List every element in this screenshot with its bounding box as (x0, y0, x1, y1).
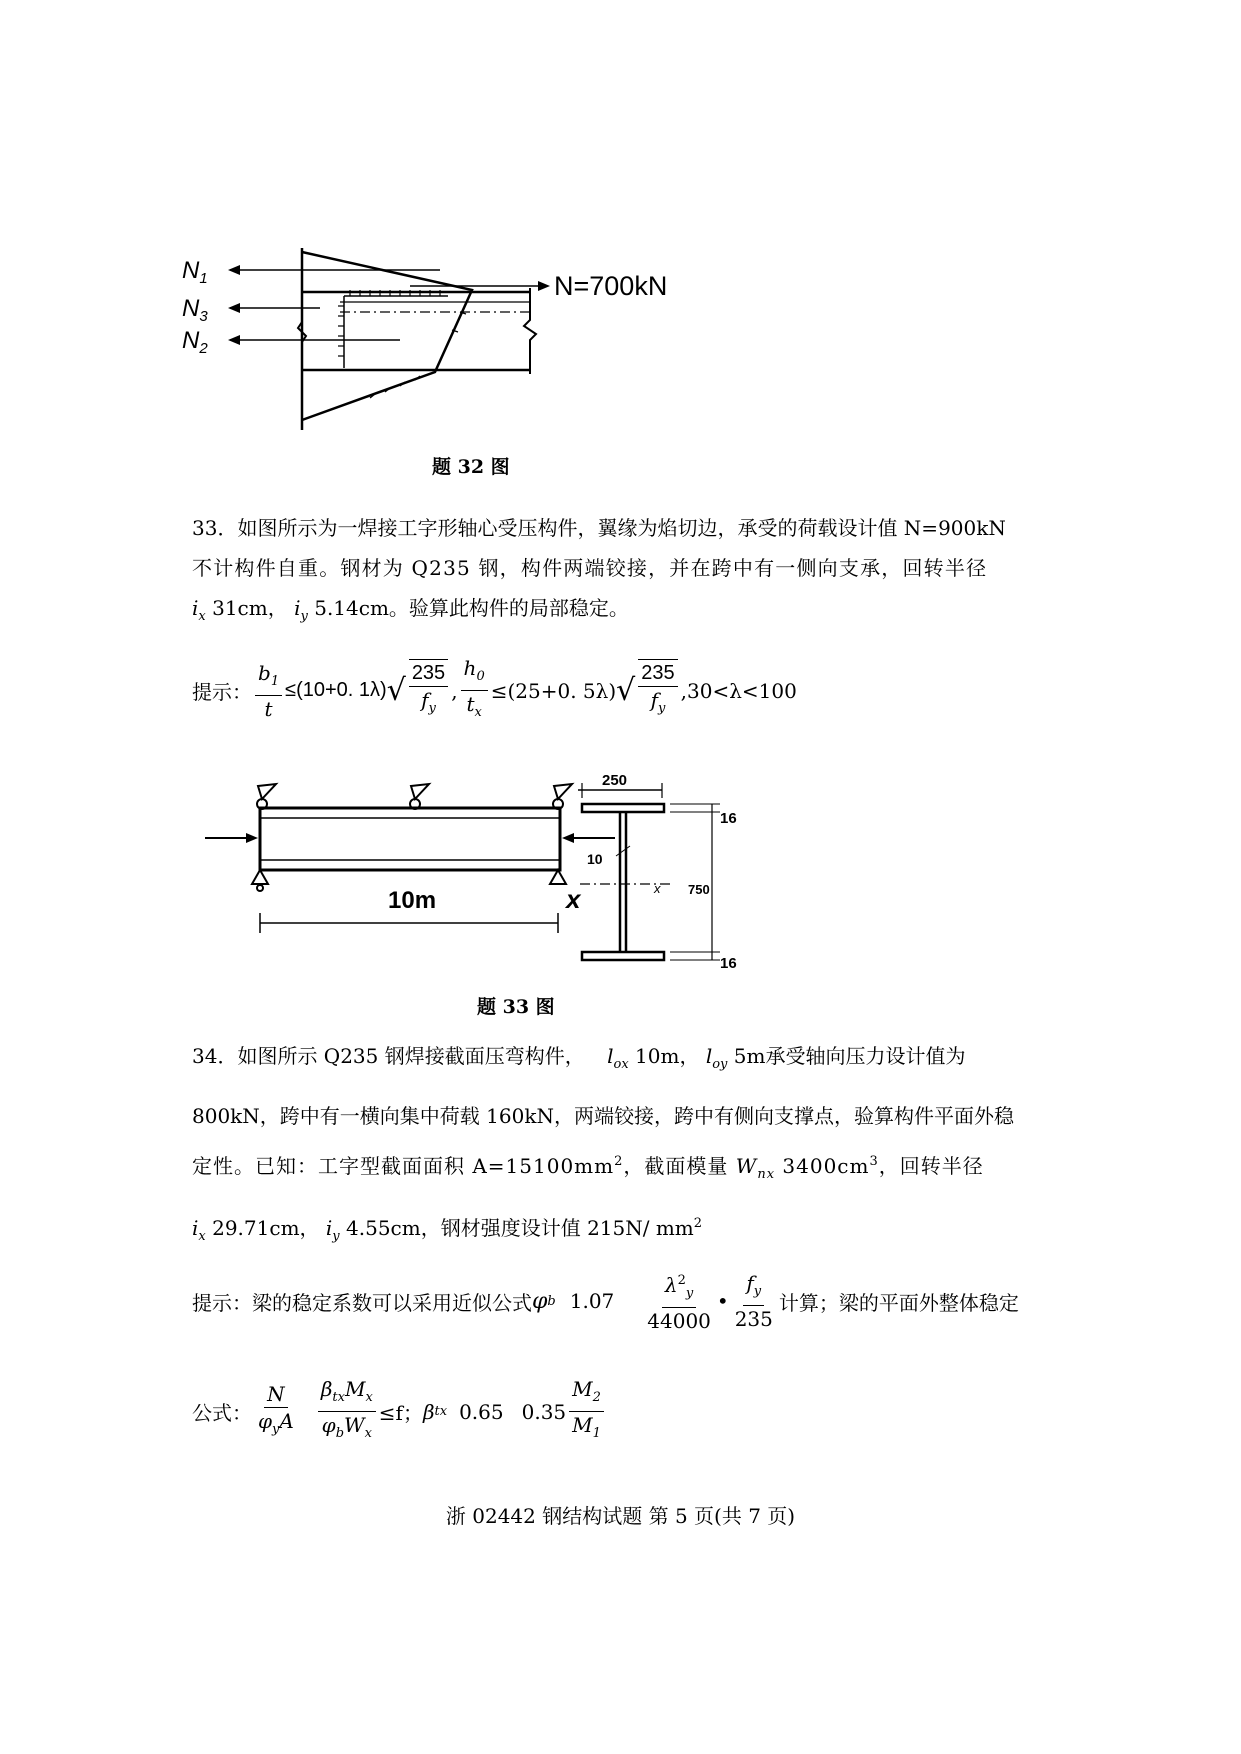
q34-line3: 定性。已知：工字型截面面积 $A=15100mm^2$，截面模量 $W_{nx}$ $3400cm^3$，回转半径 (192, 1154, 984, 1182)
axis-x-big: x (566, 884, 581, 914)
flange-width: 250 (602, 772, 628, 789)
q34-formula: 公式： $\frac{N}{\varphi_yA}$ $\frac{\beta_{tx}M_x}{\varphi_bW_x}$ ≤f； β tx 0.65 0.35 $\frac{M_2}{M_1}$ (192, 1376, 607, 1447)
q33-line3: $i_x$ 31cm， $i_y$ 5.14cm。验算此构件的局部稳定。 (192, 596, 629, 624)
q33-line2: 不计构件自重。钢材为 Q235 钢，构件两端铰接，并在跨中有一侧向支承，回转半径 (192, 556, 988, 580)
page-footer: 浙 02442 钢结构试题 第 5 页(共 7 页) (445, 1504, 796, 1528)
q34-line1: 34．如图所示 Q235 钢焊接截面压弯构件， $l_{ox}$ 10m， $l_{oy}$ 5m承受轴向压力设计值为 (192, 1044, 966, 1072)
q34-line4: $i_x$ 29.71cm， $i_y$ 4.55cm，钢材强度设计值 215N/ $mm^2$ (192, 1216, 703, 1244)
q33-hint: 提示： $\frac{b_1}{t}$ ≤(10+0. 1λ) √ $\frac{235}{f_y}$ , $\frac{h_0}{t_x}$ ≤(25+0. 5λ) √ $\frac{235}{f_y}$ ,30<λ<100 (192, 656, 797, 721)
span-label: 10m (388, 887, 437, 914)
label-force: N=700kN (554, 271, 668, 301)
flange-thickness-top: 16 (720, 810, 737, 827)
q34-line2: 800kN，跨中有一横向集中荷载 160kN，两端铰接，跨中有侧向支撑点，验算构件平面外稳 (192, 1104, 1014, 1128)
figure-33 (200, 748, 840, 978)
label-n2: $N_2$ (182, 327, 208, 357)
label-n1: $N_1$ (182, 257, 208, 287)
web-thickness: 10 (587, 851, 603, 867)
q34-hint: 提示：梁的稳定系数可以采用近似公式 φ b 1.07 $\frac{\lambda^2_y}{44000}$ • $\frac{f_y}{235}$ 计算；梁的平面外整体稳定 (192, 1268, 1019, 1334)
axis-x-small: x (654, 881, 661, 896)
q33-line1: 33．如图所示为一焊接工字形轴心受压构件，翼缘为焰切边，承受的荷载设计值 N=900kN (192, 516, 1006, 540)
flange-thickness-bottom: 16 (720, 955, 737, 972)
figure-32 (182, 240, 760, 440)
section-depth: 750 (688, 882, 710, 897)
label-n3: $N_3$ (182, 295, 208, 325)
figure-33-caption: 题 33 图 (477, 996, 555, 1018)
question-33 (192, 510, 1052, 635)
figure-32-caption: 题 32 图 (432, 456, 510, 478)
